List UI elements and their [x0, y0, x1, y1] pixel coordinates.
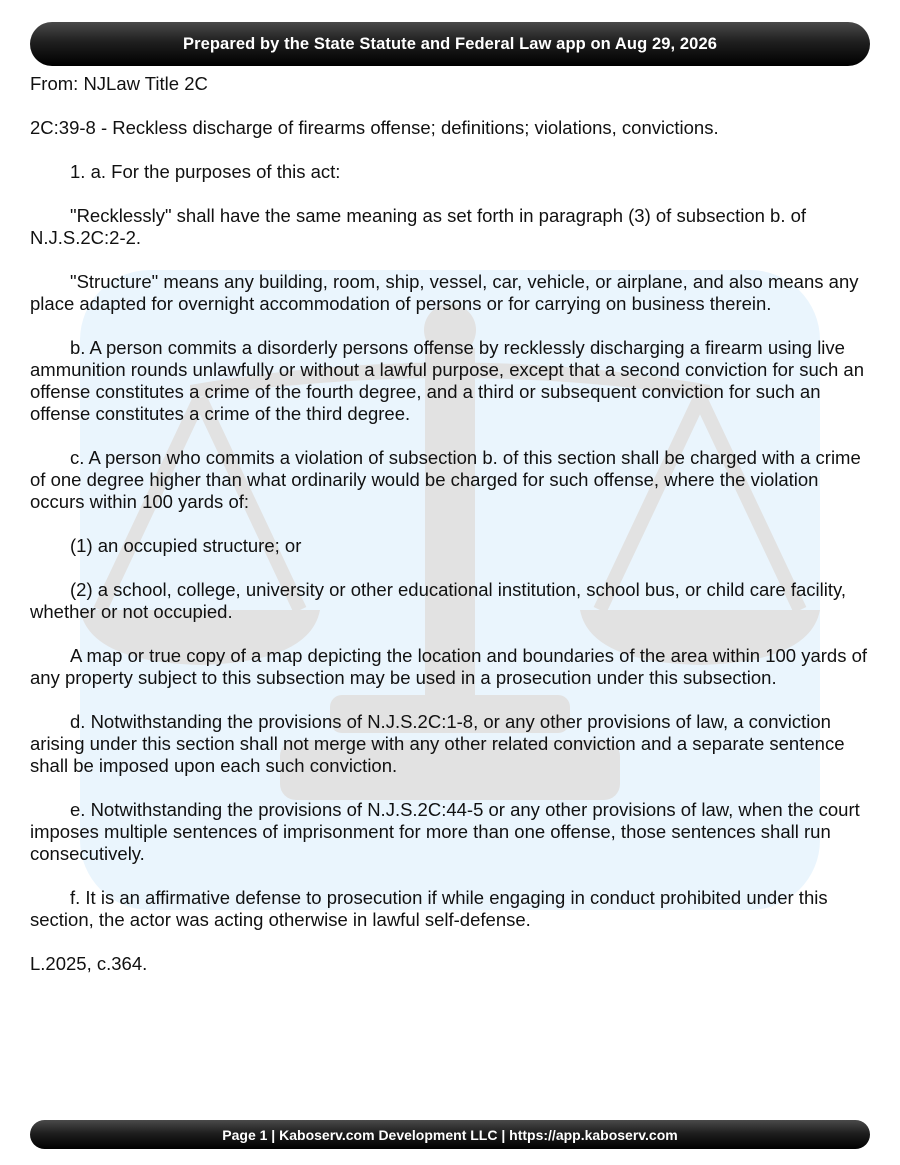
paragraph-structure-definition: "Structure" means any building, room, ship, vessel, car, vehicle, or airplane, and also means any place adapted for overnight accommodation of persons or for carrying on business therein.	[30, 271, 859, 314]
paragraph-map: A map or true copy of a map depicting the location and boundaries of the area within 100 yards of any property subject to this subsection may be used in a prosecution under this subsection.	[30, 645, 868, 688]
citation: L.2025, c.364.	[30, 953, 148, 974]
paragraph-c1: (1) an occupied structure; or	[70, 535, 302, 556]
document-body	[30, 73, 875, 997]
paragraph-e: e. Notwithstanding the provisions of N.J.S.2C:44-5 or any other provisions of law, when the court imposes multiple sentences of imprisonment for more than one offense, those sentences shall run consecutively.	[30, 799, 860, 864]
footer-text: Page 1 | Kaboserv.com Development LLC | https://app.kaboserv.com	[222, 1126, 678, 1143]
section-heading: 2C:39-8 - Reckless discharge of firearms offense; definitions; violations, convictions.	[30, 117, 719, 138]
paragraph-b: b. A person commits a disorderly persons offense by recklessly discharging a firearm using live ammunition rounds unlawfully or without a lawful purpose, except that a second conviction for such an offense constitutes a crime of the fourth degree, and a third or subsequent conviction for such an offense constitutes a crime of the third degree.	[30, 337, 864, 424]
paragraph-recklessly-definition: "Recklessly" shall have the same meaning as set forth in paragraph (3) of subsection b. of N.J.S.2C:2-2.	[30, 205, 807, 248]
paragraph-1a: 1. a. For the purposes of this act:	[70, 161, 341, 182]
paragraph-f: f. It is an affirmative defense to prosecution if while engaging in conduct prohibited under this section, the actor was acting otherwise in lawful self-defense.	[30, 887, 828, 930]
source-line: From: NJLaw Title 2C	[30, 73, 208, 94]
footer-bar	[30, 1120, 870, 1149]
header-bar	[30, 22, 870, 66]
paragraph-d: d. Notwithstanding the provisions of N.J.S.2C:1-8, or any other provisions of law, a conviction arising under this section shall not merge with any other related conviction and a separate sentence shall be imposed upon each such conviction.	[30, 711, 845, 776]
paragraph-c: c. A person who commits a violation of subsection b. of this section shall be charged with a crime of one degree higher than what ordinarily would be charged for such offense, where the violation occurs within 100 yards of:	[30, 447, 861, 512]
paragraph-c2: (2) a school, college, university or other educational institution, school bus, or child care facility, whether or not occupied.	[30, 579, 847, 622]
header-text: Prepared by the State Statute and Federal Law app on Aug 29, 2026	[182, 34, 718, 53]
